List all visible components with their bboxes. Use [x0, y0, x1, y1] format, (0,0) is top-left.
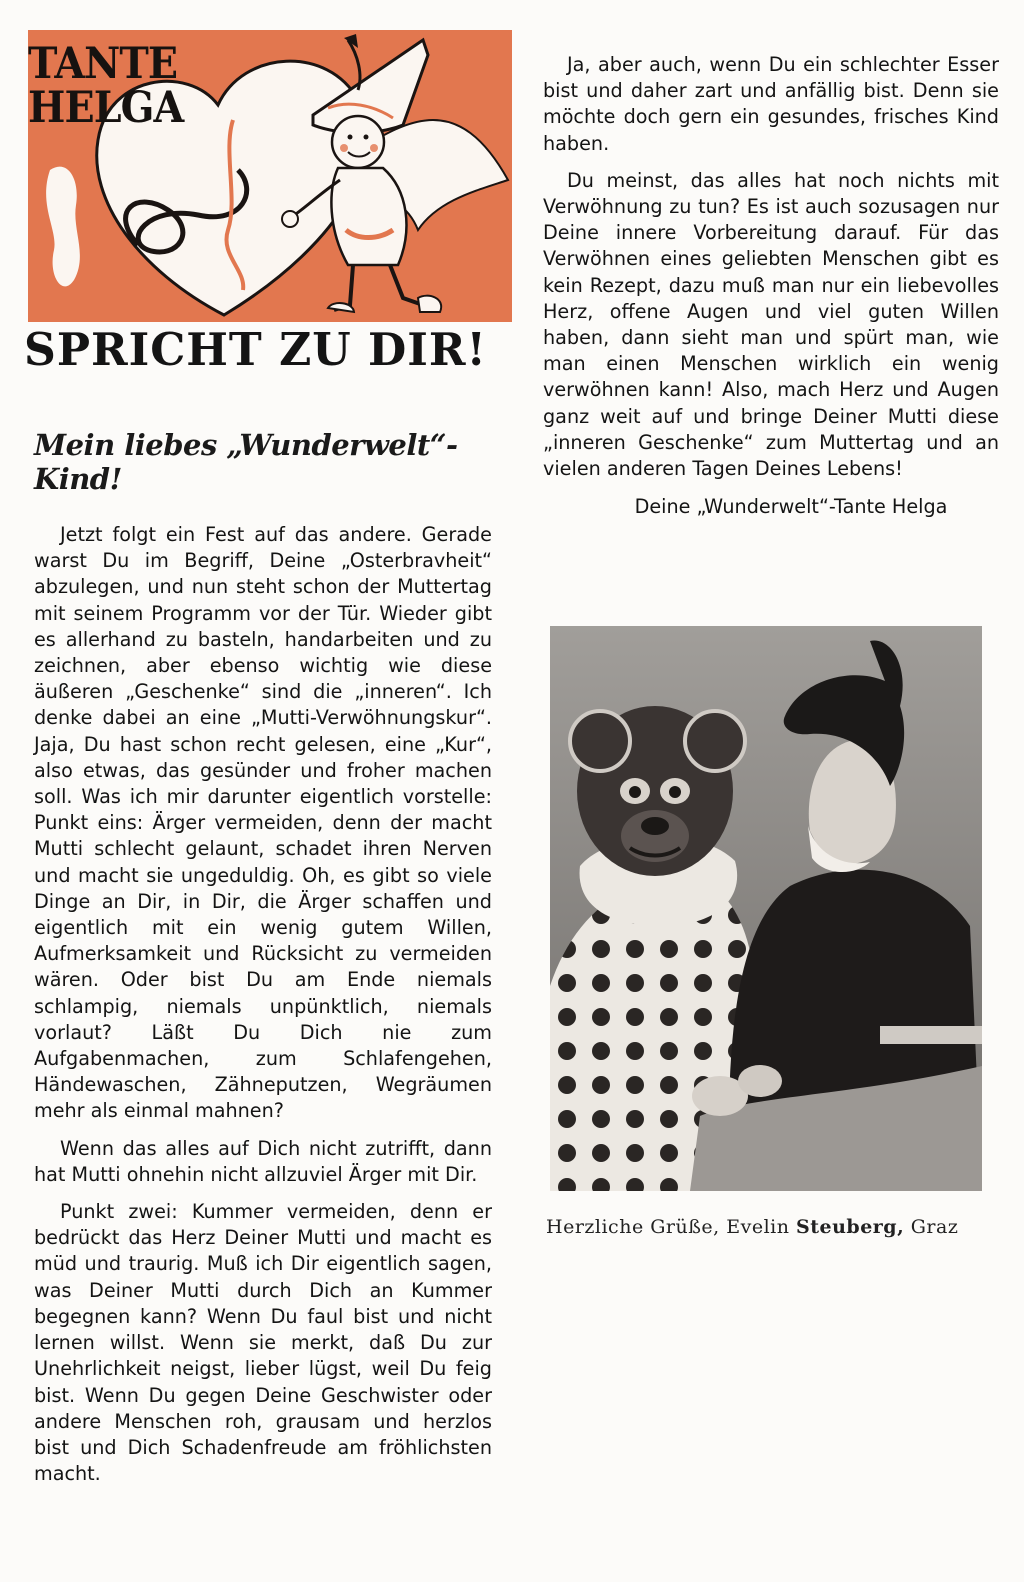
banner-subtitle: SPRICHT ZU DIR! [24, 323, 487, 376]
signature: Deine „Wunderwelt“-Tante Helga [634, 495, 948, 519]
right-paragraph-1: Ja, aber auch, wenn Du ein schlechter Esser bist und daher zart und anfällig bist. Denn sie möchte doch gern ein gesundes, frisches Kind haben. [543, 53, 999, 155]
caption-prefix: Herzliche Grüße, Evelin [546, 1216, 797, 1238]
left-paragraph-3: Punkt zwei: Kummer vermeiden, denn er bedrückt das Herz Deiner Mutti und macht es müd und traurig. Muß ich Dir eigentlich sagen, was Deiner Mutti durch Dich an Kummer begegnen kann? Wenn Du faul bist und nicht lernen willst. Wenn sie merkt, daß Du zur Unehrlichkeit neigst, lieber lügst, weil Du feig bist. Wenn Du gegen Deine Geschwister oder andere Menschen roh, grausam und herzlos bist und Dich Schadenfreude am fröhlichsten macht. [34, 1200, 492, 1486]
banner-title [28, 39, 184, 133]
header-banner [24, 30, 506, 378]
right-column [543, 52, 999, 520]
greeting-heading: Mein liebes „Wunderwelt“-Kind! [34, 428, 458, 496]
banner-title-line1: TANTE [28, 39, 178, 89]
left-paragraph-1: Jetzt folgt ein Fest auf das andere. Gerade warst Du im Begriff, Deine „Osterbravheit“ abzulegen, und nun steht schon der Muttertag mit seinem Programm vor der Tür. Wieder gibt es allerhand zu basteln, handarbeiten und zu zeichnen, aber ebenso wichtig wie diese äußeren „Geschenke“ sind die „inneren“. Ich denke dabei an eine „Mutti-Verwöhnungskur“. Jaja, Du hast schon recht gelesen, eine „Kur“, also etwas, das gesünder und froher machen soll. Was ich mir darunter eigentlich vorstelle: Punkt eins: Ärger vermeiden, denn der macht Mutti schlecht gelaunt, schadet ihren Nerven und macht sie ungeduldig. Oh, es gibt so viele Dinge an Dir, in Dir, die Ärger schaffen und eigentlich mit ein wenig gutem Willen, Aufmerksamkeit und Rücksicht zu vermeiden wären. Oder bist Du am Ende niemals schlampig, niemals unpünktlich, niemals vorlaut? Läßt Du Dich nie zum Aufgabenmachen, zum Schlafengehen, Händewaschen, Zähneputzen, Wegräumen mehr als einmal mahnen? [34, 523, 492, 1123]
photo-caption [546, 1216, 1000, 1238]
costume-photo [550, 626, 982, 1191]
caption-suffix: Graz [904, 1216, 959, 1238]
caption-name: Steuberg, [796, 1216, 905, 1238]
left-paragraph-2: Wenn das alles auf Dich nicht zutrifft, dann hat Mutti ohnehin nicht allzuviel Ärger mit Dir. [34, 1136, 492, 1186]
right-paragraph-2: Du meinst, das alles hat noch nichts mit Verwöhnung zu tun? Es ist auch sozusagen nur Deine innere Vorbereitung darauf. Für das Verwöhnen eines geliebten Menschen gibt es kein Rezept, dazu muß man nur ein liebevolles Herz, offene Augen und viel guten Willen haben, dann sieht man und spürt man, wie man einen Menschen wirklich ein wenig verwöhnen kann! Also, mach Herz und Augen ganz weit auf und bringe Deiner Mutti diese „inneren Geschenke“ zum Muttertag und an vielen anderen Tagen Deines Lebens! [543, 168, 999, 481]
left-column [24, 30, 492, 1498]
banner-title-line2: HELGA [28, 83, 184, 133]
